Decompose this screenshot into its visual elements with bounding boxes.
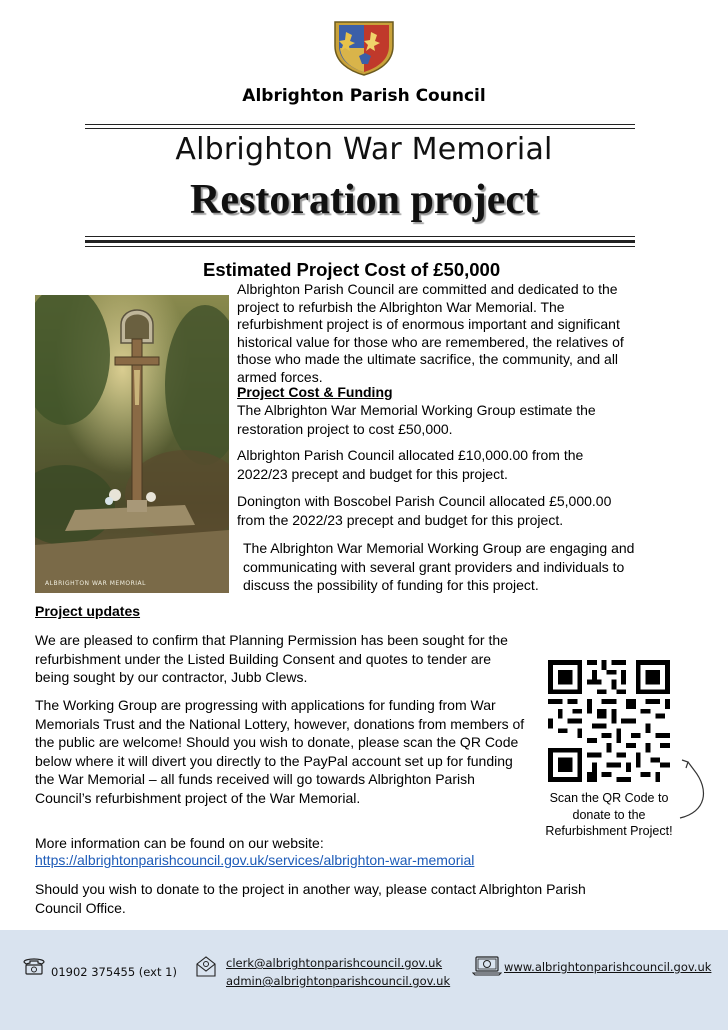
admin-email-link[interactable]: admin@albrightonparishcouncil.gov.uk (226, 974, 451, 988)
cost-heading: Estimated Project Cost of £50,000 (203, 259, 501, 280)
more-info-text: More information can be found on our website: (35, 835, 324, 851)
phone-number[interactable]: 01902 375455 (ext 1) (51, 965, 177, 979)
funding-paragraph: Donington with Boscobel Parish Council allocated £5,000.00 from the 2022/23 precept and budget for this project. (237, 493, 612, 528)
email-icon (195, 954, 217, 978)
telephone-icon (22, 956, 46, 976)
funding-paragraph: Albrighton Parish Council allocated £10,000.00 from the 2022/23 precept and budget for this project. (237, 447, 584, 482)
top-divider (85, 124, 635, 125)
updates-paragraph: We are pleased to confirm that Planning Permission has been sought for the refurbishment under the Listed Building Consent and quotes to tender are being sought by our contractor, Jubb Clews. (35, 632, 508, 685)
photo-caption: ALBRIGHTON WAR MEMORIAL (45, 580, 146, 587)
contact-paragraph: Should you wish to donate to the project in another way, please contact Albrighton Parish Council Office. (35, 881, 586, 916)
funding-paragraph: The Albrighton War Memorial Working Group are engaging and communicating with several grant providers and individuals to discuss the possibility of funding for this project. (243, 540, 635, 593)
council-name: Albrighton Parish Council (242, 86, 486, 106)
donation-qr-code[interactable] (548, 660, 670, 782)
updates-heading: Project updates (35, 603, 141, 619)
bottom-divider (85, 246, 635, 247)
contact-footer (0, 930, 728, 1030)
council-crest-logo (329, 20, 399, 76)
clerk-email-link[interactable]: clerk@albrightonparishcouncil.gov.uk (226, 956, 443, 970)
memorial-page-link[interactable]: https://albrightonparishcouncil.gov.uk/services/albrighton-war-memorial (35, 852, 475, 868)
computer-icon (472, 956, 502, 976)
updates-paragraph: The Working Group are progressing with applications for funding from War Memorials Trust and the National Lottery, however, donations from members of the public are welcome! Should you wish to donate, please scan the QR Code below where it will divert you directly to the PayPal account set up for funding the War Memorial – all funds received will go towards Albrighton Parish Council’s refurbishment project of the War Memorial. (35, 697, 525, 806)
funding-paragraph: The Albrighton War Memorial Working Group estimate the restoration project to cost £50,000. (237, 402, 596, 437)
intro-paragraph: Albrighton Parish Council are committed and dedicated to the project to refurbish the Albrighton War Memorial. The refurbishment project is of enormous important and significant historical value for those who are remembered, the relatives of those who made the ultimate sacrifice, the community, and all armed forces. (237, 281, 624, 385)
qr-caption: Scan the QR Code to donate to the Refurbishment Project! (545, 791, 673, 838)
top-divider (85, 128, 635, 129)
memorial-photo (35, 295, 229, 593)
funding-heading: Project Cost & Funding (237, 384, 393, 400)
bottom-divider (85, 236, 635, 237)
website-link[interactable]: www.albrightonparishcouncil.gov.uk (504, 960, 712, 974)
title-war-memorial: Albrighton War Memorial (175, 132, 553, 167)
title-restoration-project: Restoration project (190, 177, 538, 223)
memorial-illustration (35, 295, 229, 593)
bottom-divider (85, 240, 635, 243)
curved-arrow-icon (676, 752, 712, 822)
